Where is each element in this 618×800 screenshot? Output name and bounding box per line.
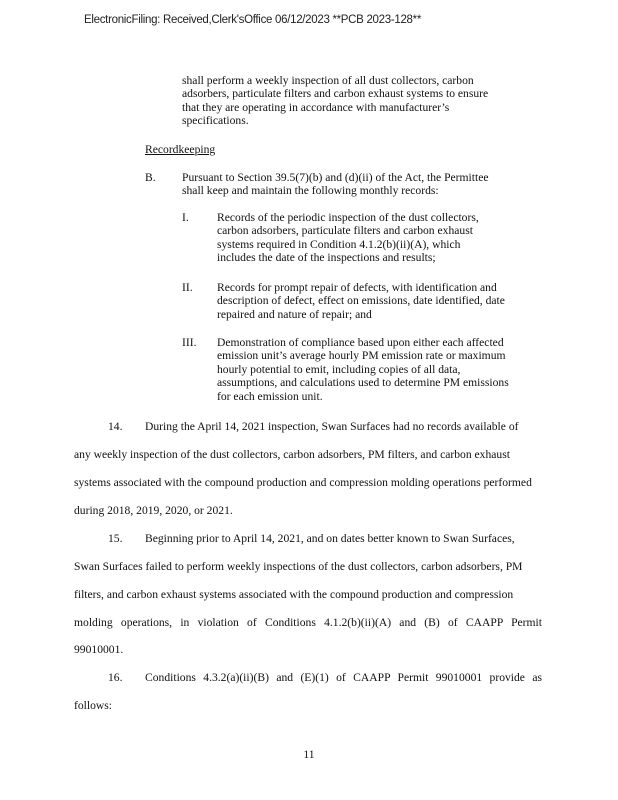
quote-b-text: Pursuant to Section 39.5(7)(b) and (d)(ii) of the Act, the Permittee shall keep and maintain the following monthly records: (182, 171, 489, 198)
item-i-label: I. (182, 211, 189, 224)
paragraph-14-line: any weekly inspection of the dust collectors, carbon adsorbers, PM filters, and carbon exhaust (74, 448, 510, 461)
paragraph-14-line: systems associated with the compound production and compression molding operations performed (74, 476, 532, 489)
item-i-text: Records of the periodic inspection of the dust collectors, carbon adsorbers, particulate filters and carbon exhaust systems required in Condition 4.1.2(b)(ii)(A), which includes the date of the inspections and results; (217, 211, 479, 265)
paragraph-15-line: Swan Surfaces failed to perform weekly inspections of the dust collectors, carbon adsorbers, PM (74, 560, 523, 573)
paragraph-14-line: during 2018, 2019, 2020, or 2021. (74, 504, 233, 517)
paragraph-16-number: 16. (108, 671, 123, 684)
paragraph-15-line: Beginning prior to April 14, 2021, and on dates better known to Swan Surfaces, (145, 532, 515, 545)
recordkeeping-heading: Recordkeeping (145, 143, 216, 156)
paragraph-15-line: molding operations, in violation of Conditions 4.1.2(b)(ii)(A) and (B) of CAAPP Permit (74, 616, 542, 629)
paragraph-15-number: 15. (108, 532, 123, 545)
item-ii-text: Records for prompt repair of defects, with identification and description of defect, effect on emissions, date identified, date repaired and nature of repair; and (217, 281, 505, 321)
paragraph-15-line: filters, and carbon exhaust systems associated with the compound production and compression (74, 588, 514, 601)
quote-intro-text: shall perform a weekly inspection of all dust collectors, carbon adsorbers, particulate filters and carbon exhaust systems to ensure that they are operating in accordance with manufacturer’s specifications. (182, 74, 489, 128)
paragraph-16-line: follows: (74, 699, 113, 712)
paragraph-16-line: Conditions 4.3.2(a)(ii)(B) and (E)(1) of CAAPP Permit 99010001 provide as (145, 671, 542, 684)
item-iii-label: III. (182, 336, 197, 349)
page-number: 11 (303, 748, 315, 761)
paragraph-14-line: During the April 14, 2021 inspection, Swan Surfaces had no records available of (145, 420, 519, 433)
item-ii-label: II. (182, 281, 193, 294)
paragraph-14-number: 14. (108, 420, 123, 433)
quote-b-label: B. (145, 171, 156, 184)
item-iii-text: Demonstration of compliance based upon either each affected emission unit’s average hourly PM emission rate or maximum hourly potential to emit, including copies of all data, assumptions, and calculations used to determine PM emissions for each emission unit. (217, 336, 509, 403)
paragraph-15-line: 99010001. (74, 643, 124, 656)
filing-header: ElectronicFiling: Received,Clerk'sOffice 06/12/2023 **PCB 2023-128** (84, 14, 421, 26)
